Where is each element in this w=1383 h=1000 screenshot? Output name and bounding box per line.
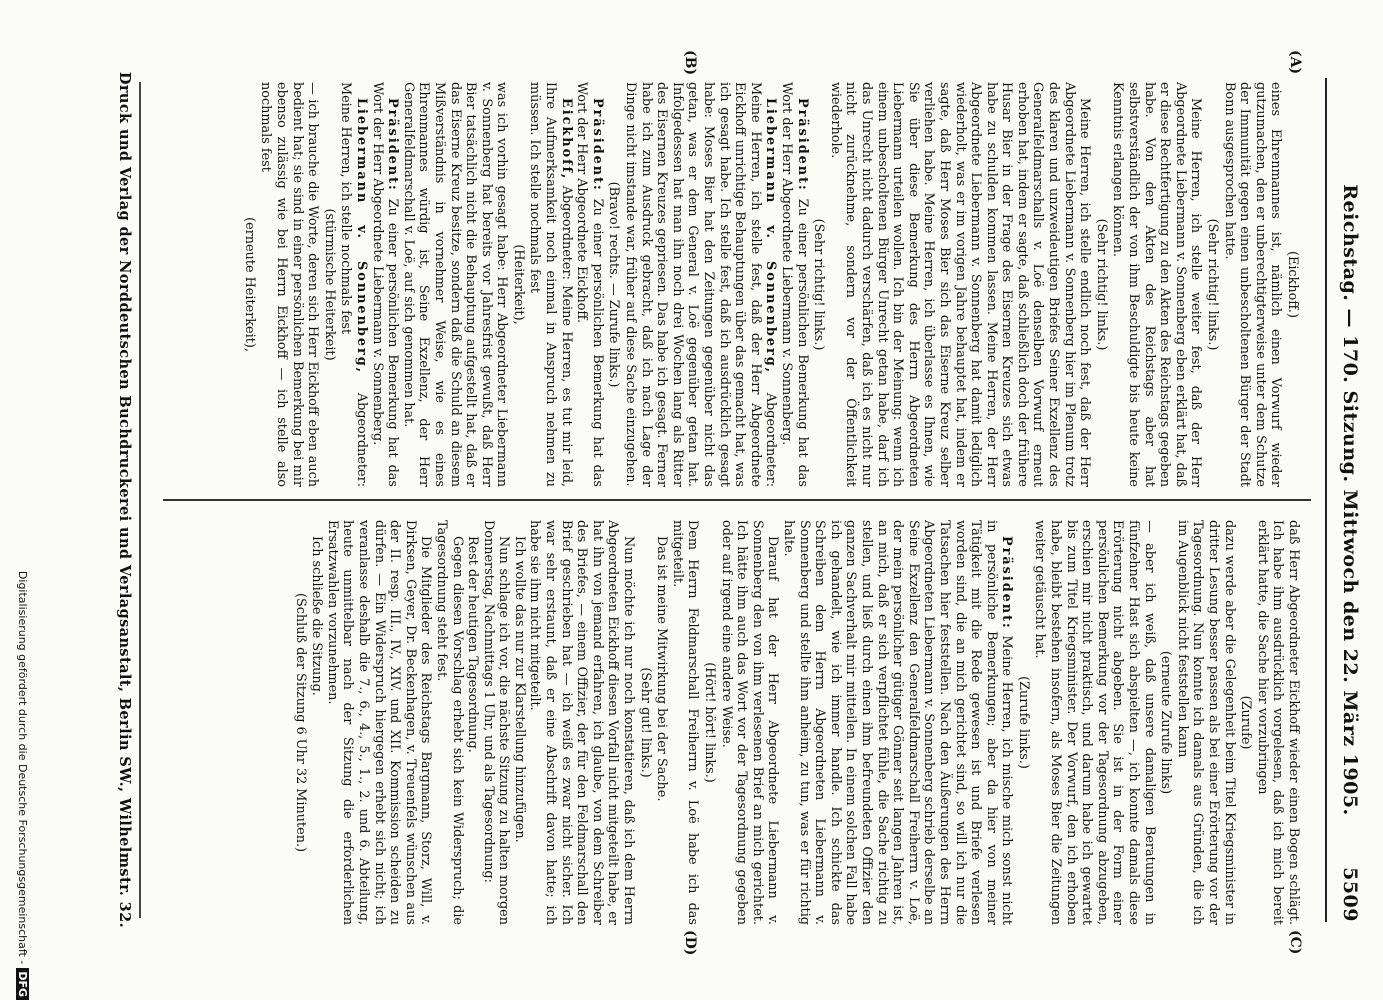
right-text-column	[176, 520, 1301, 925]
page-number: 5509	[1339, 867, 1361, 922]
stage-direction: (erneute Heiterkeit),	[241, 217, 257, 352]
margin-marker-b: (B)	[682, 50, 698, 76]
paragraph	[309, 520, 325, 925]
speaker-name: Liebermann v. Sonnenberg,	[353, 98, 369, 375]
paragraph-text: Nun möchte ich nur noch konstatieren, daß ich dem Herrn Abgeordneten Eickhoff diesen Vorfall nicht mitgeteilt habe, er hat ihn von jemand erfahren, ich glaube, von dem Schreiber des Briefes, — einem Offizier, der für den Feldmarschall den Brief geschrieben hat — ich weiß es zwar nicht sicher. Ich war sehr erstaunt, daß er eine Abschrift davon hatte; ich habe sie ihm nicht mitgeteilt.	[527, 520, 637, 925]
paragraph-text: Die Mitglieder des Reichstags Bargmann, Storz, Will, v. Dirksen, Geyer, Dr. Beckenhagen, v. Treuenfels wünschen aus der II. resp. III., IV., XIV. und XII. Kommission scheiden zu dürfen. — Ein Widerspruch hiergegen erhebt sich nicht; ich veranlasse deshalb die 7., 6., 4., 5., 1., 2. und 6. Abteilung, heute unmittelbar nach der Sitzung die erforderlichen Ersatzwahlen vorzunehmen.	[324, 520, 434, 925]
paragraph-text: Zu einer persönlichen Bemerkung hat das Wort der Herr Abgeordnete Liebermann v. Sonnenberg.	[369, 82, 401, 487]
stage-direction: (Hört! hört! links.)	[702, 662, 718, 783]
paragraph-text: Zu einer persönlichen Bemerkung hat das Wort der Herr Abgeordnete Liebermann v. Sonnenberg.	[779, 82, 810, 487]
paragraph-text: was ich vorhin gesagt habe: Herr Abgeordneter Liebermann v. Sonnenberg hat bereits vor Jahresfrist gewußt, daß Herr Bier tatsächlich nicht die Behauptung aufgestellt hat, daß er das Eiserne Kreuz besitze, sondern daß die Schuld an diesem Mißverständnis in vornehmer Weise, wie es eines Ehrenmannes würdig ist, Seine Exzellenz, der Herr Generalfeldmarschall v. Loë, auf sich genommen hat.	[400, 82, 510, 487]
digitization-note	[16, 0, 29, 1000]
paragraph-text: Meine Herren, ich stelle weiter fest, daß der Herr Abgeordnete Liebermann v. Sonnenberg eben erklärt hat, daß er diese Rechtfertigung zu den Akten des Reichstags gegeben habe. Von den Akten des Reichstags aber hat selbstverständlich der von ihm Beschuldigte bis heute keine Kenntnis erlangen können.	[1110, 82, 1204, 487]
paragraph-text: Rest der heutigen Tagesordnung.	[465, 536, 481, 753]
speaker-name: Liebermann v. Sonnenberg,	[763, 98, 779, 375]
paragraph-text: Nun schlage ich vor, die nächste Sitzung zu halten morgen Donnerstag, Nachmittags 1 Uhr, und als Tagesordnung:	[480, 520, 512, 925]
paragraph	[1254, 520, 1301, 925]
paragraph	[338, 82, 369, 487]
paragraph-text: eines Ehrenmannes ist, nämlich einen Vorwurf wieder gutzumachen, den er unberechtigterweise unter dem Schutze der Immunität gegen einen unbescholtenen Bürger der Stadt Bonn ausgesprochen hatte.	[1221, 82, 1284, 487]
header-rule	[1325, 78, 1327, 922]
paragraph-text: Das ist meine Mitwirkung bei der Sache.	[654, 536, 670, 802]
paragraph-text: Ich wollte das nur zur Klarstellung hinzufügen.	[511, 536, 527, 843]
paragraph	[1174, 520, 1236, 925]
paragraph-text: Abgeordneter: Meine Herren, ich stelle nochmals fest	[338, 82, 369, 487]
stage-direction: (Zurufe links.)	[1015, 676, 1031, 769]
paragraph-text: Meine Herren, ich stelle endlich noch fest, daß der Herr Abgeordnete Liebermann v. Sonnenberg hier im Plenum trotz des klaren und unzweideutigen Briefes Seiner Exzellenz des Generalfeldmarschalls v. Loë denselben Vorwurf erneut erhoben hat, indem er sagte, daß schließlich doch der frühere Husar Bier in der Frage des Eisernen Kreuzes sich etwas habe zu schulden kommen lassen. Meine Herren, der Herr Abgeordnete Liebermann v. Sonnenberg hat damit lediglich wiederholt, was er im vorigen Jahre behauptet hat, indem er sagte, daß Herr Moses Bier sich das Eiserne Kreuz selber verliehen habe. Meine Herren, ich überlasse es Ihnen, wie Sie über diese Bemerkung des Herrn Abgeordneten Liebermann urteilen wollen. Ich bin der Meinung: wenn ich einem unbescholtenen Bürger Unrecht getan habe, darf ich das Unrecht nicht dadurch verschärfen, daß ich es nicht nur nicht zurücknehme, sondern vor der Öffentlichkeit wiederhole.	[827, 82, 1093, 487]
speaker-name: Präsident:	[385, 98, 401, 192]
paragraph-text: — ich brauche die Worte, deren sich Herr Eickhoff eben auch bedient hat; sie sind in einer persönlichen Bemerkung bei mir ebenso zulässig wie bei Herrn Eickhoff — ich stelle also nochmals fest	[258, 82, 321, 487]
paragraph	[827, 82, 1092, 487]
stage-direction: (erneute Zurufe links)	[1158, 650, 1174, 795]
digitization-text: Digitalisierung gefördert durch die Deutsche Forschungsgemeinschaft -	[16, 570, 29, 965]
running-title: Reichstag. — 170. Sitzung. Mittwoch den 22. März 1905.	[1339, 184, 1361, 816]
speaker-name: Eickhoff,	[558, 98, 574, 181]
paragraph	[778, 82, 809, 487]
speaker-name: Präsident:	[999, 536, 1015, 630]
paragraph	[258, 82, 320, 487]
stage-direction: (Eickhoff.)	[1285, 251, 1300, 318]
stage-direction: (Sehr richtig! links.)	[1093, 218, 1109, 351]
paragraph-text: Abgeordneter: Meine Herren, ich stelle fest, daß der Herr Abgeordnete Eickhoff unrichtige Behauptungen über das gemacht hat, was ich gesagt habe. Ich stelle fest, daß ich ausdrücklich gesagt habe: Moses Bier hat den Zeitungen gegenüber nicht das getan, was er dem General v. Loë gegenüber getan hat. Infolgedessen hat man ihn noch drei Wochen lang als Ritter des Eisernen Kreuzes gepriesen. Das habe ich gesagt. Ferner habe ich zum Ausdruck gebracht, daß ich nach Lage der Dinge nicht imstande war, früher auf diese Sache einzugehen.	[623, 82, 779, 487]
paragraph	[511, 520, 527, 925]
paragraph-text: — aber ich weiß, daß unsere damaligen Beratungen in fünfzehner Hast sich abspielten —, ich konnte damals diese Erörterung nicht abgeben. Sie ist in der Form einer persönlichen Bemerkung vor der Tagesordnung abzugeben, erschien mir nicht praktisch, und darum habe ich gewartet bis zum Titel Kriegsminister. Der Vorwurf, den ich erhoben habe, bleibt bestehen insofern, als Moses Bier die Zeitungen weiter getäuscht hat.	[1032, 520, 1157, 925]
paragraph	[480, 520, 511, 925]
paragraph	[574, 82, 605, 487]
speaker-name: Präsident:	[794, 98, 810, 192]
speaker-name: Präsident:	[589, 98, 605, 192]
stage-direction: (Bravo! rechts. — Zurufe links.)	[606, 181, 622, 388]
paragraph-text: Darauf hat der Herr Abgeordnete Liebermann v. Sonnenberg den von ihm verlesenen Brief an mich gerichtet. Ich hätte ihm auch das Wort vor der Tagesordnung gegeben oder auf irgend eine andere Weise.	[718, 520, 781, 925]
stage-direction: (stürmische Heiterkeit)	[321, 208, 337, 361]
paragraph	[1221, 82, 1283, 487]
stage-direction: (Zurufe)	[1238, 695, 1254, 750]
paragraph-text: Gegen diesen Vorschlag erhebt sich kein Widerspruch; die Tagesordnung steht fest.	[433, 520, 465, 925]
paragraph-text: Zu einer persönlichen Bemerkung hat das Wort der Herr Abgeordnete Eickhoff.	[574, 82, 605, 487]
paragraph	[1032, 520, 1157, 925]
margin-marker-c: (C)	[1287, 930, 1303, 955]
dfg-logo: DFG	[16, 968, 29, 1000]
paragraph-text: Dem Herrn Feldmarschall Freiherrn v. Loë habe ich das mitgeteilt.	[669, 520, 701, 925]
stage-direction: (Sehr richtig! links.)	[1205, 218, 1221, 351]
paragraph	[718, 520, 780, 925]
stage-direction: (Sehr richtig! links.)	[811, 218, 827, 351]
margin-marker-d: (D)	[682, 930, 698, 956]
paragraph	[622, 82, 778, 487]
stage-direction: (Schluß der Sitzung 6 Uhr 32 Minuten.)	[292, 592, 308, 853]
paragraph	[400, 82, 509, 487]
paragraph	[669, 520, 700, 925]
paragraph-text: Ich schließe die Sitzung.	[309, 536, 325, 696]
paragraph	[324, 520, 433, 925]
margin-marker-a: (A)	[1287, 50, 1303, 75]
paragraph	[465, 520, 481, 925]
paragraph	[654, 520, 670, 925]
paragraph	[369, 82, 400, 487]
paragraph-text: Abgeordneter: Meine Herren, es tut mir leid, Ihre Aufmerksamkeit noch einmal in Anspruch nehmen zu müssen. Ich stelle nochmals fest	[527, 82, 574, 487]
paragraph	[527, 82, 574, 487]
column-divider	[163, 499, 1311, 501]
paragraph-text: daß Herr Abgeordneter Eickhoff wieder einen Bogen schlägt. Ich habe ihm ausdrücklich vorgelesen, daß ich mich bereit erklärt hatte, die Sache hier vorzubringen	[1254, 520, 1301, 925]
paragraph	[433, 520, 464, 925]
paragraph-text: Meine Herren, ich mische mich sonst nicht in persönliche Bemerkungen; aber da hier von meiner Tätigkeit mit die Rede gewesen ist und Briefe verlesen worden sind, die an mich gerichtet sind, so will ich nur die Tatsachen hier feststellen. Nach den Äußerungen des Herrn Abgeordneten Liebermann v. Sonnenberg schrieb derselbe an Seine Exzellenz den Generalfeldmarschall Freiherrn v. Loë, der mein persönlicher gütiger Gönner seit langen Jahren ist, an mich, daß er sich verpflichtet fühle, die Sache richtig zu stellen, und ließ durch einen ihm befreundeten Offizier den ganzen Sachverhalt mir mitteilen. In einem solchen Fall habe ich gehandelt, wie ich immer handle. Ich schickte das Schreiben dem Herrn Abgeordneten Liebermann v. Sonnenberg und stellte ihm anheim, zu tun, was er für richtig halte.	[781, 520, 1015, 925]
paragraph	[527, 520, 636, 925]
stage-direction: (Sehr gut! links.)	[637, 667, 653, 778]
paragraph-text: dazu werde aber die Gelegenheit beim Titel Kriegsminister in dritter Lesung besser passen als bei einer Erörterung vor der Tagesordnung. Nun konnte ich damals aus Gründen, die ich im Augenblick nicht feststellen kann	[1174, 520, 1237, 925]
printer-imprint: Druck und Verlag der Norddeutschen Buchdruckerei und Verlagsanstalt, Berlin SW., Wilhelmstr. 32.	[116, 71, 133, 929]
stage-direction: (Heiterkeit),	[510, 244, 526, 325]
left-text-column	[176, 82, 1301, 487]
paragraph	[780, 520, 1014, 925]
footer-rule	[140, 82, 142, 918]
paragraph	[1110, 82, 1204, 487]
